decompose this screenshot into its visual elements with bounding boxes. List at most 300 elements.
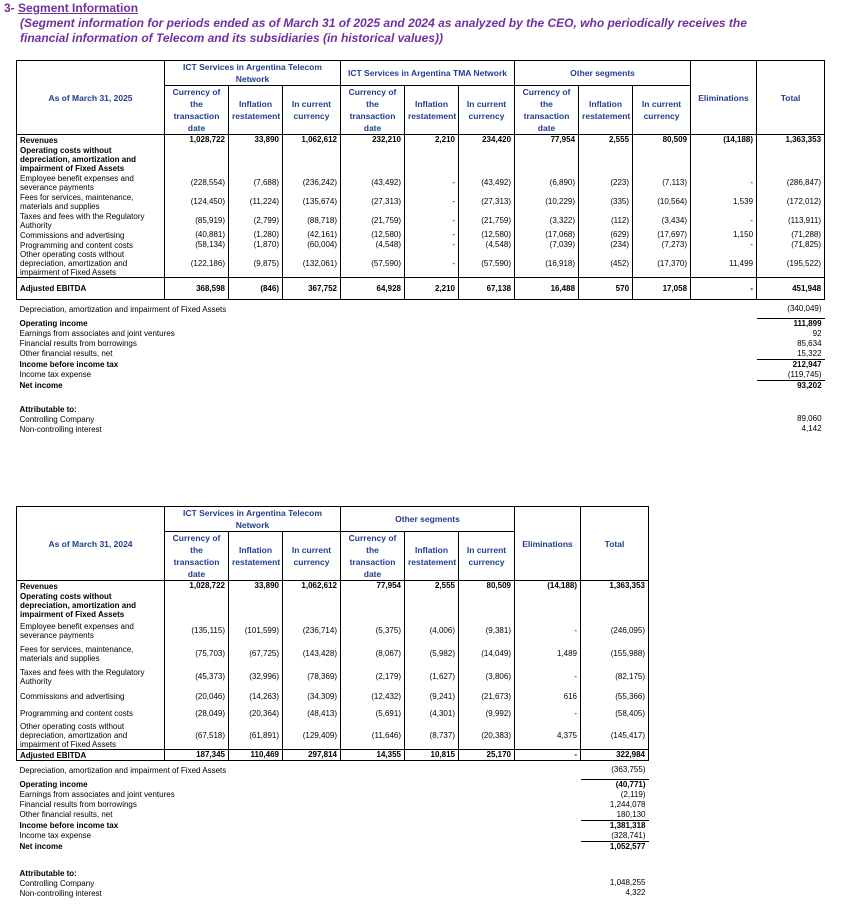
subcolumn-header: In current currency — [283, 532, 341, 581]
value-cell: (2,799) — [229, 211, 283, 230]
value-cell: (101,599) — [229, 619, 283, 642]
row-label: Fees for services, maintenance, materials and supplies — [17, 192, 165, 211]
segment-table-2024 — [16, 506, 649, 898]
value-cell: (452) — [579, 250, 633, 278]
value-cell: - — [515, 665, 581, 688]
value-cell: (7,039) — [515, 240, 579, 250]
summary-row — [17, 810, 649, 821]
value-cell: (4,548) — [459, 240, 515, 250]
summary-value: 15,322 — [797, 348, 822, 358]
summary-row — [17, 349, 825, 360]
value-cell: (20,046) — [165, 688, 229, 705]
value-cell — [757, 145, 825, 173]
subcolumn-header: Inflation restatement — [229, 532, 283, 581]
value-cell: (16,918) — [515, 250, 579, 278]
table-row — [17, 722, 649, 750]
value-cell: (14,188) — [515, 581, 581, 592]
summary-value: (340,049) — [787, 303, 822, 313]
header-row-groups — [17, 507, 649, 532]
value-cell: 187,345 — [165, 750, 229, 761]
summary-value — [757, 404, 825, 414]
table-row — [17, 665, 649, 688]
value-cell: (132,061) — [283, 250, 341, 278]
value-cell: (32,996) — [229, 665, 283, 688]
row-label: Revenues — [17, 135, 165, 146]
value-cell: (113,911) — [757, 211, 825, 230]
value-cell — [405, 591, 459, 619]
value-cell: (4,301) — [405, 705, 459, 722]
value-cell: (6,890) — [515, 173, 579, 192]
value-cell: 1,062,612 — [283, 135, 341, 146]
value-cell — [283, 591, 341, 619]
subcolumn-header: Currency of the transaction date — [515, 86, 579, 135]
row-label: Adjusted EBITDA — [17, 278, 165, 300]
summary-label: Financial results from borrowings — [19, 800, 137, 809]
segment-group-header: Other segments — [515, 61, 691, 86]
value-cell: - — [691, 240, 757, 250]
value-cell: (10,229) — [515, 192, 579, 211]
value-cell: (67,725) — [229, 642, 283, 665]
value-cell: (71,288) — [757, 230, 825, 240]
row-label: Commissions and advertising — [17, 688, 165, 705]
summary-row — [17, 300, 825, 319]
summary-value: (2,119) — [620, 789, 646, 799]
eliminations-header: Eliminations — [691, 61, 757, 135]
value-cell: (48,413) — [283, 705, 341, 722]
value-cell: (14,263) — [229, 688, 283, 705]
summary-label: Income tax expense — [19, 370, 92, 380]
value-cell: - — [515, 750, 581, 761]
row-label: Adjusted EBITDA — [17, 750, 165, 761]
value-cell: (155,988) — [581, 642, 649, 665]
table-row — [17, 240, 825, 250]
value-cell: (124,450) — [165, 192, 229, 211]
value-cell: - — [405, 250, 459, 278]
subcolumn-header: Currency of the transaction date — [165, 532, 229, 581]
value-cell — [579, 145, 633, 173]
summary-label: Income before income tax — [19, 359, 119, 369]
summary-label — [17, 391, 757, 404]
summary-value — [581, 868, 649, 878]
value-cell: (20,364) — [229, 705, 283, 722]
as-of-label: As of March 31, 2024 — [17, 507, 165, 581]
value-cell — [229, 591, 283, 619]
value-cell: (143,428) — [283, 642, 341, 665]
value-cell: 33,890 — [229, 581, 283, 592]
subcolumn-header: In current currency — [459, 532, 515, 581]
value-cell: (3,806) — [459, 665, 515, 688]
value-cell: (57,590) — [459, 250, 515, 278]
value-cell — [405, 145, 459, 173]
value-cell: (629) — [579, 230, 633, 240]
subcolumn-header: Currency of the transaction date — [341, 532, 405, 581]
value-cell: (1,280) — [229, 230, 283, 240]
section-header — [4, 1, 138, 15]
eliminations-header: Eliminations — [515, 507, 581, 581]
value-cell: (195,522) — [757, 250, 825, 278]
row-label: Taxes and fees with the Regulatory Authority — [17, 665, 165, 688]
segment-group-header: ICT Services in Argentina TMA Network — [341, 61, 515, 86]
value-cell: 1,062,612 — [283, 581, 341, 592]
value-cell: (1,627) — [405, 665, 459, 688]
summary-row — [17, 370, 825, 381]
value-cell: - — [515, 705, 581, 722]
value-cell: (8,737) — [405, 722, 459, 750]
value-cell: (55,366) — [581, 688, 649, 705]
value-cell: (14,049) — [459, 642, 515, 665]
section-title: Segment Information — [18, 1, 139, 15]
value-cell: (335) — [579, 192, 633, 211]
value-cell: (122,186) — [165, 250, 229, 278]
summary-row — [17, 831, 649, 842]
value-cell: 33,890 — [229, 135, 283, 146]
subcolumn-header: Currency of the transaction date — [341, 86, 405, 135]
value-cell — [691, 145, 757, 173]
row-label: Programming and content costs — [17, 240, 165, 250]
row-label: Other operating costs without depreciation, amortization and impairment of Fixed Assets — [17, 250, 165, 278]
value-cell: (17,370) — [633, 250, 691, 278]
value-cell: 234,420 — [459, 135, 515, 146]
summary-value: 1,048,255 — [609, 878, 646, 887]
value-cell: (223) — [579, 173, 633, 192]
value-cell: - — [691, 278, 757, 300]
summary-label: Other financial results, net — [19, 349, 113, 359]
value-cell: (135,115) — [165, 619, 229, 642]
summary-value: 4,142 — [801, 424, 822, 433]
summary-row — [17, 888, 649, 898]
value-cell: (112) — [579, 211, 633, 230]
summary-value: 212,947 — [757, 359, 825, 370]
header-row-groups — [17, 61, 825, 86]
summary-row — [17, 790, 649, 800]
table-row — [17, 278, 825, 300]
value-cell: 297,814 — [283, 750, 341, 761]
summary-row — [17, 761, 649, 780]
value-cell: (17,068) — [515, 230, 579, 240]
summary-row — [17, 868, 649, 878]
summary-value: 1,052,577 — [581, 841, 649, 852]
value-cell: (10,564) — [633, 192, 691, 211]
value-cell: (12,580) — [459, 230, 515, 240]
value-cell — [459, 591, 515, 619]
summary-label: Non-controlling interest — [19, 888, 102, 898]
value-cell: (228,554) — [165, 173, 229, 192]
summary-value — [581, 852, 649, 868]
summary-row — [17, 800, 649, 810]
row-label: Operating costs without depreciation, amortization and impairment of Fixed Assets — [17, 145, 165, 173]
value-cell: (40,881) — [165, 230, 229, 240]
summary-row — [17, 414, 825, 424]
subcolumn-header: Inflation restatement — [579, 86, 633, 135]
summary-row — [17, 404, 825, 414]
value-cell: (9,241) — [405, 688, 459, 705]
summary-label: Other financial results, net — [19, 810, 113, 820]
value-cell: (11,224) — [229, 192, 283, 211]
summary-label: Depreciation, amortization and impairment of Fixed Assets — [19, 304, 227, 314]
value-cell: 2,555 — [579, 135, 633, 146]
value-cell: (14,188) — [691, 135, 757, 146]
value-cell — [283, 145, 341, 173]
value-cell: (236,242) — [283, 173, 341, 192]
value-cell: (43,492) — [341, 173, 405, 192]
value-cell: - — [691, 173, 757, 192]
value-cell: 2,210 — [405, 278, 459, 300]
value-cell: (7,273) — [633, 240, 691, 250]
value-cell: (5,375) — [341, 619, 405, 642]
value-cell: 322,984 — [581, 750, 649, 761]
summary-label: Controlling Company — [19, 878, 95, 888]
value-cell: (1,870) — [229, 240, 283, 250]
value-cell: (12,432) — [341, 688, 405, 705]
value-cell: 1,363,353 — [581, 581, 649, 592]
value-cell: - — [405, 211, 459, 230]
summary-label: Earnings from associates and joint ventures — [19, 329, 175, 338]
value-cell: (9,875) — [229, 250, 283, 278]
table-row — [17, 591, 649, 619]
summary-label: Attributable to: — [19, 404, 77, 414]
value-cell: (236,714) — [283, 619, 341, 642]
summary-row — [17, 779, 649, 790]
value-cell: (172,012) — [757, 192, 825, 211]
value-cell: (43,492) — [459, 173, 515, 192]
value-cell: 616 — [515, 688, 581, 705]
summary-value: (40,771) — [581, 779, 649, 790]
segment-group-header: ICT Services in Argentina Telecom Network — [165, 507, 341, 532]
value-cell: 11,499 — [691, 250, 757, 278]
value-cell: (45,373) — [165, 665, 229, 688]
value-cell: (57,590) — [341, 250, 405, 278]
row-label: Revenues — [17, 581, 165, 592]
value-cell — [515, 591, 581, 619]
value-cell: (67,518) — [165, 722, 229, 750]
summary-value: 1,381,318 — [581, 820, 649, 831]
table-row — [17, 250, 825, 278]
summary-value: (119,745) — [787, 369, 822, 379]
value-cell: 2,210 — [405, 135, 459, 146]
value-cell — [229, 145, 283, 173]
value-cell: (58,134) — [165, 240, 229, 250]
summary-label — [17, 852, 581, 868]
table-row — [17, 145, 825, 173]
value-cell — [459, 145, 515, 173]
summary-row — [17, 380, 825, 391]
value-cell: (71,825) — [757, 240, 825, 250]
summary-label: Operating income — [19, 779, 88, 789]
value-cell: 80,509 — [459, 581, 515, 592]
summary-value — [757, 391, 825, 404]
value-cell: 570 — [579, 278, 633, 300]
value-cell: - — [691, 211, 757, 230]
table-row — [17, 211, 825, 230]
value-cell: (9,992) — [459, 705, 515, 722]
subcolumn-header: Inflation restatement — [229, 86, 283, 135]
value-cell: (3,322) — [515, 211, 579, 230]
value-cell: 77,954 — [515, 135, 579, 146]
value-cell: 367,752 — [283, 278, 341, 300]
value-cell: 64,928 — [341, 278, 405, 300]
value-cell: 17,058 — [633, 278, 691, 300]
summary-row — [17, 329, 825, 339]
value-cell: 451,948 — [757, 278, 825, 300]
subcolumn-header: In current currency — [633, 86, 691, 135]
row-label: Fees for services, maintenance, materials and supplies — [17, 642, 165, 665]
summary-value: 4,322 — [625, 888, 646, 897]
value-cell: 1,028,722 — [165, 135, 229, 146]
value-cell: (129,409) — [283, 722, 341, 750]
value-cell: 77,954 — [341, 581, 405, 592]
subcolumn-header: Inflation restatement — [405, 532, 459, 581]
table-row — [17, 135, 825, 146]
value-cell: (27,313) — [341, 192, 405, 211]
summary-row — [17, 820, 649, 831]
value-cell: - — [405, 173, 459, 192]
value-cell: 1,150 — [691, 230, 757, 240]
summary-label: Non-controlling interest — [19, 424, 102, 434]
value-cell: (60,004) — [283, 240, 341, 250]
row-label: Employee benefit expenses and severance payments — [17, 173, 165, 192]
summary-label: Net income — [19, 842, 63, 851]
subcolumn-header: Currency of the transaction date — [165, 86, 229, 135]
value-cell: (234) — [579, 240, 633, 250]
summary-label: Operating income — [19, 318, 88, 328]
total-header: Total — [581, 507, 649, 581]
value-cell: (88,718) — [283, 211, 341, 230]
segment-group-header: Other segments — [341, 507, 515, 532]
value-cell: 16,488 — [515, 278, 579, 300]
value-cell: 1,539 — [691, 192, 757, 211]
section-number: 3- — [4, 1, 15, 15]
subcolumn-header: In current currency — [283, 86, 341, 135]
value-cell: 368,598 — [165, 278, 229, 300]
table-row — [17, 192, 825, 211]
table-row — [17, 230, 825, 240]
value-cell: (246,095) — [581, 619, 649, 642]
value-cell: 25,170 — [459, 750, 515, 761]
value-cell: (21,759) — [341, 211, 405, 230]
value-cell: (5,982) — [405, 642, 459, 665]
row-label: Operating costs without depreciation, amortization and impairment of Fixed Assets — [17, 591, 165, 619]
value-cell: (286,847) — [757, 173, 825, 192]
value-cell: (4,006) — [405, 619, 459, 642]
value-cell: (12,580) — [341, 230, 405, 240]
value-cell: (27,313) — [459, 192, 515, 211]
value-cell — [515, 145, 579, 173]
value-cell: 232,210 — [341, 135, 405, 146]
segment-table-2025 — [16, 60, 825, 434]
value-cell: 2,555 — [405, 581, 459, 592]
row-label: Other operating costs without depreciation, amortization and impairment of Fixed Assets — [17, 722, 165, 750]
as-of-label: As of March 31, 2025 — [17, 61, 165, 135]
row-label: Taxes and fees with the Regulatory Authority — [17, 211, 165, 230]
summary-row — [17, 391, 825, 404]
value-cell: 67,138 — [459, 278, 515, 300]
value-cell: (58,405) — [581, 705, 649, 722]
value-cell: (21,759) — [459, 211, 515, 230]
value-cell — [581, 591, 649, 619]
row-label: Employee benefit expenses and severance payments — [17, 619, 165, 642]
row-label: Commissions and advertising — [17, 230, 165, 240]
value-cell — [633, 145, 691, 173]
summary-label: Income before income tax — [19, 820, 119, 830]
summary-row — [17, 852, 649, 868]
value-cell: - — [405, 230, 459, 240]
summary-row — [17, 878, 649, 888]
table-row — [17, 581, 649, 592]
subcolumn-header: In current currency — [459, 86, 515, 135]
value-cell: (145,417) — [581, 722, 649, 750]
value-cell: (85,919) — [165, 211, 229, 230]
table-row — [17, 642, 649, 665]
summary-label: Financial results from borrowings — [19, 339, 137, 348]
value-cell: 4,375 — [515, 722, 581, 750]
value-cell: (9,381) — [459, 619, 515, 642]
summary-label: Net income — [19, 381, 63, 390]
value-cell: - — [515, 619, 581, 642]
section-subtitle: (Segment information for periods ended as of March 31 of 2025 and 2024 as analyzed by the CEO, who periodically receives the financial information of Telecom and its subsidiaries (in historical values)) — [20, 16, 747, 45]
value-cell: (846) — [229, 278, 283, 300]
summary-row — [17, 841, 649, 852]
value-cell: (5,691) — [341, 705, 405, 722]
table-row — [17, 173, 825, 192]
value-cell: 1,489 — [515, 642, 581, 665]
value-cell: (8,067) — [341, 642, 405, 665]
value-cell: (34,309) — [283, 688, 341, 705]
summary-value: 92 — [812, 328, 822, 338]
row-label: Programming and content costs — [17, 705, 165, 722]
table-row — [17, 688, 649, 705]
summary-value: 85,634 — [797, 338, 822, 348]
value-cell — [165, 145, 229, 173]
value-cell: (2,179) — [341, 665, 405, 688]
value-cell: (4,548) — [341, 240, 405, 250]
summary-label: Attributable to: — [19, 868, 77, 878]
value-cell: (7,688) — [229, 173, 283, 192]
value-cell: - — [405, 192, 459, 211]
value-cell: (17,697) — [633, 230, 691, 240]
value-cell: (11,646) — [341, 722, 405, 750]
table-row — [17, 705, 649, 722]
value-cell: (78,369) — [283, 665, 341, 688]
value-cell: 10,815 — [405, 750, 459, 761]
value-cell: (82,175) — [581, 665, 649, 688]
summary-value: (363,755) — [611, 764, 646, 774]
summary-value: 180,130 — [616, 809, 646, 819]
summary-value: (328,741) — [611, 830, 646, 840]
total-header: Total — [757, 61, 825, 135]
value-cell — [341, 591, 405, 619]
value-cell: (21,673) — [459, 688, 515, 705]
summary-row — [17, 318, 825, 329]
value-cell: (20,383) — [459, 722, 515, 750]
value-cell: (3,434) — [633, 211, 691, 230]
value-cell: (7,113) — [633, 173, 691, 192]
summary-label: Income tax expense — [19, 831, 92, 841]
table-row — [17, 750, 649, 761]
summary-value: 1,244,078 — [609, 799, 646, 809]
value-cell — [341, 145, 405, 173]
table-row — [17, 619, 649, 642]
summary-value: 93,202 — [757, 380, 825, 391]
value-cell: 80,509 — [633, 135, 691, 146]
summary-row — [17, 424, 825, 434]
summary-row — [17, 339, 825, 349]
subcolumn-header: Inflation restatement — [405, 86, 459, 135]
value-cell: (42,161) — [283, 230, 341, 240]
value-cell: (135,674) — [283, 192, 341, 211]
value-cell: 1,363,353 — [757, 135, 825, 146]
summary-value: 111,899 — [757, 318, 825, 329]
value-cell: 14,355 — [341, 750, 405, 761]
